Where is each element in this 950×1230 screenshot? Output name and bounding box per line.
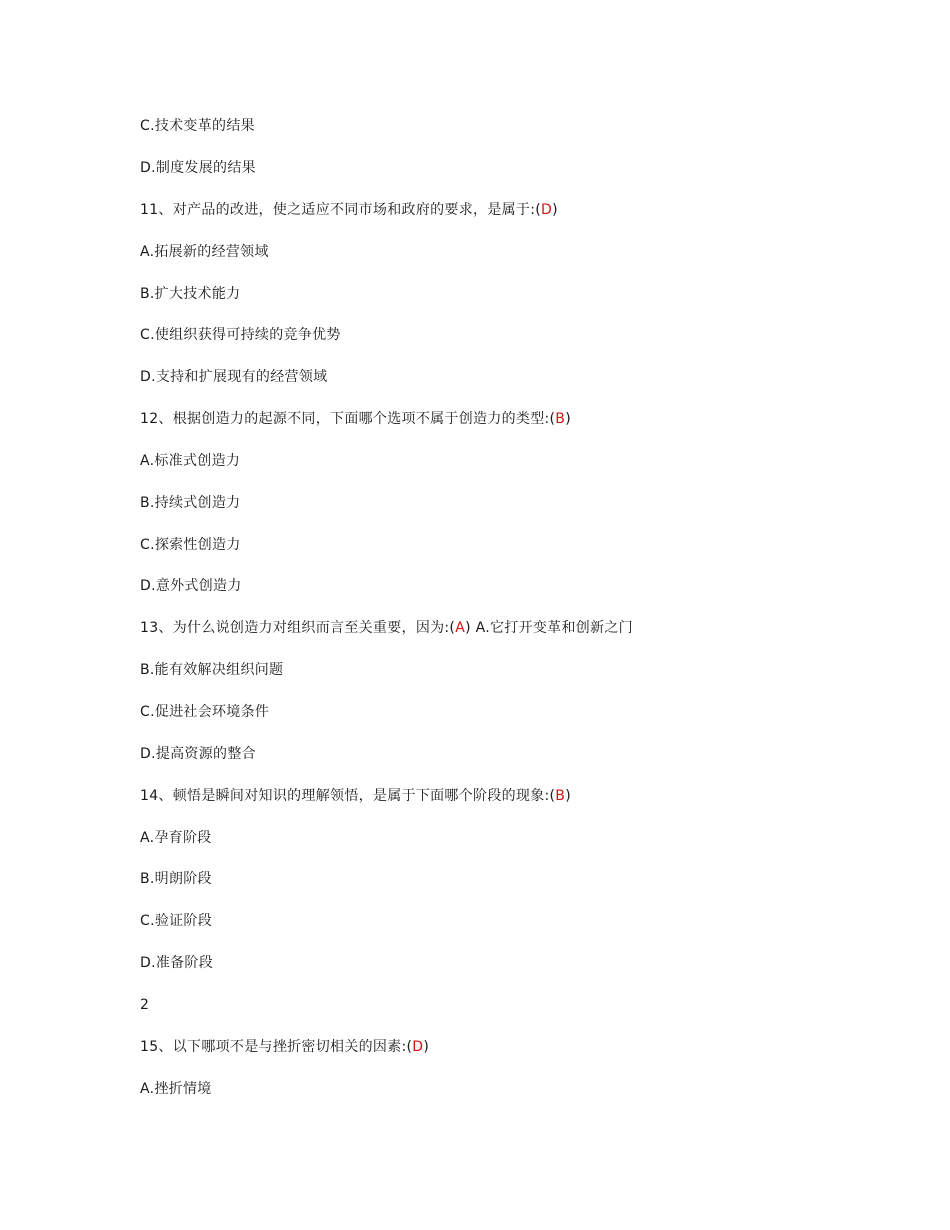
- question-line-12: [140, 409, 571, 429]
- page-number: 2: [140, 997, 150, 1013]
- answer-letter: A: [455, 620, 466, 636]
- option-line: A.拓展新的经营领域: [140, 244, 269, 260]
- option-line: C.促进社会环境条件: [140, 704, 270, 720]
- question-text: 14、顿悟是瞬间对知识的理解领悟，是属于下面哪个阶段的现象:(: [140, 788, 556, 804]
- answer-letter: D: [412, 1039, 424, 1055]
- answer-letter: D: [541, 202, 553, 218]
- answer-letter: B: [555, 411, 566, 427]
- question-text: 13、为什么说创造力对组织而言至关重要，因为:(: [140, 620, 456, 636]
- question-text: 11、对产品的改进，使之适应不同市场和政府的要求，是属于:(: [140, 202, 541, 218]
- option-line: A.挫折情境: [140, 1081, 212, 1097]
- option-line: B.明朗阶段: [140, 871, 212, 887]
- option-line: D.支持和扩展现有的经营领域: [140, 369, 328, 385]
- question-suffix: ): [565, 788, 571, 804]
- option-line: C.验证阶段: [140, 913, 213, 929]
- option-line: A.标准式创造力: [140, 453, 241, 469]
- question-line-15: [140, 1037, 429, 1057]
- question-line-13: [140, 618, 633, 638]
- answer-letter: B: [555, 788, 566, 804]
- option-line: B.持续式创造力: [140, 495, 241, 511]
- option-line: D.意外式创造力: [140, 578, 242, 594]
- question-text: 12、根据创造力的起源不同，下面哪个选项不属于创造力的类型:(: [140, 411, 556, 427]
- question-line-11: [140, 200, 558, 220]
- option-line: B.扩大技术能力: [140, 286, 241, 302]
- option-line: D.提高资源的整合: [140, 746, 256, 762]
- question-suffix: ): [565, 411, 571, 427]
- option-line: A.孕育阶段: [140, 830, 212, 846]
- option-line: D.制度发展的结果: [140, 160, 256, 176]
- option-line: C.技术变革的结果: [140, 118, 255, 134]
- option-line: C.使组织获得可持续的竞争优势: [140, 327, 341, 343]
- option-line: D.准备阶段: [140, 955, 214, 971]
- question-suffix: ) A.它打开变革和创新之门: [465, 620, 633, 636]
- question-suffix: ): [423, 1039, 430, 1055]
- option-line: B.能有效解决组织问题: [140, 662, 284, 678]
- question-suffix: ): [552, 202, 558, 218]
- option-line: C.探索性创造力: [140, 537, 241, 553]
- question-text: 15、以下哪项不是与挫折密切相关的因素:(: [140, 1039, 413, 1055]
- question-line-14: [140, 786, 571, 806]
